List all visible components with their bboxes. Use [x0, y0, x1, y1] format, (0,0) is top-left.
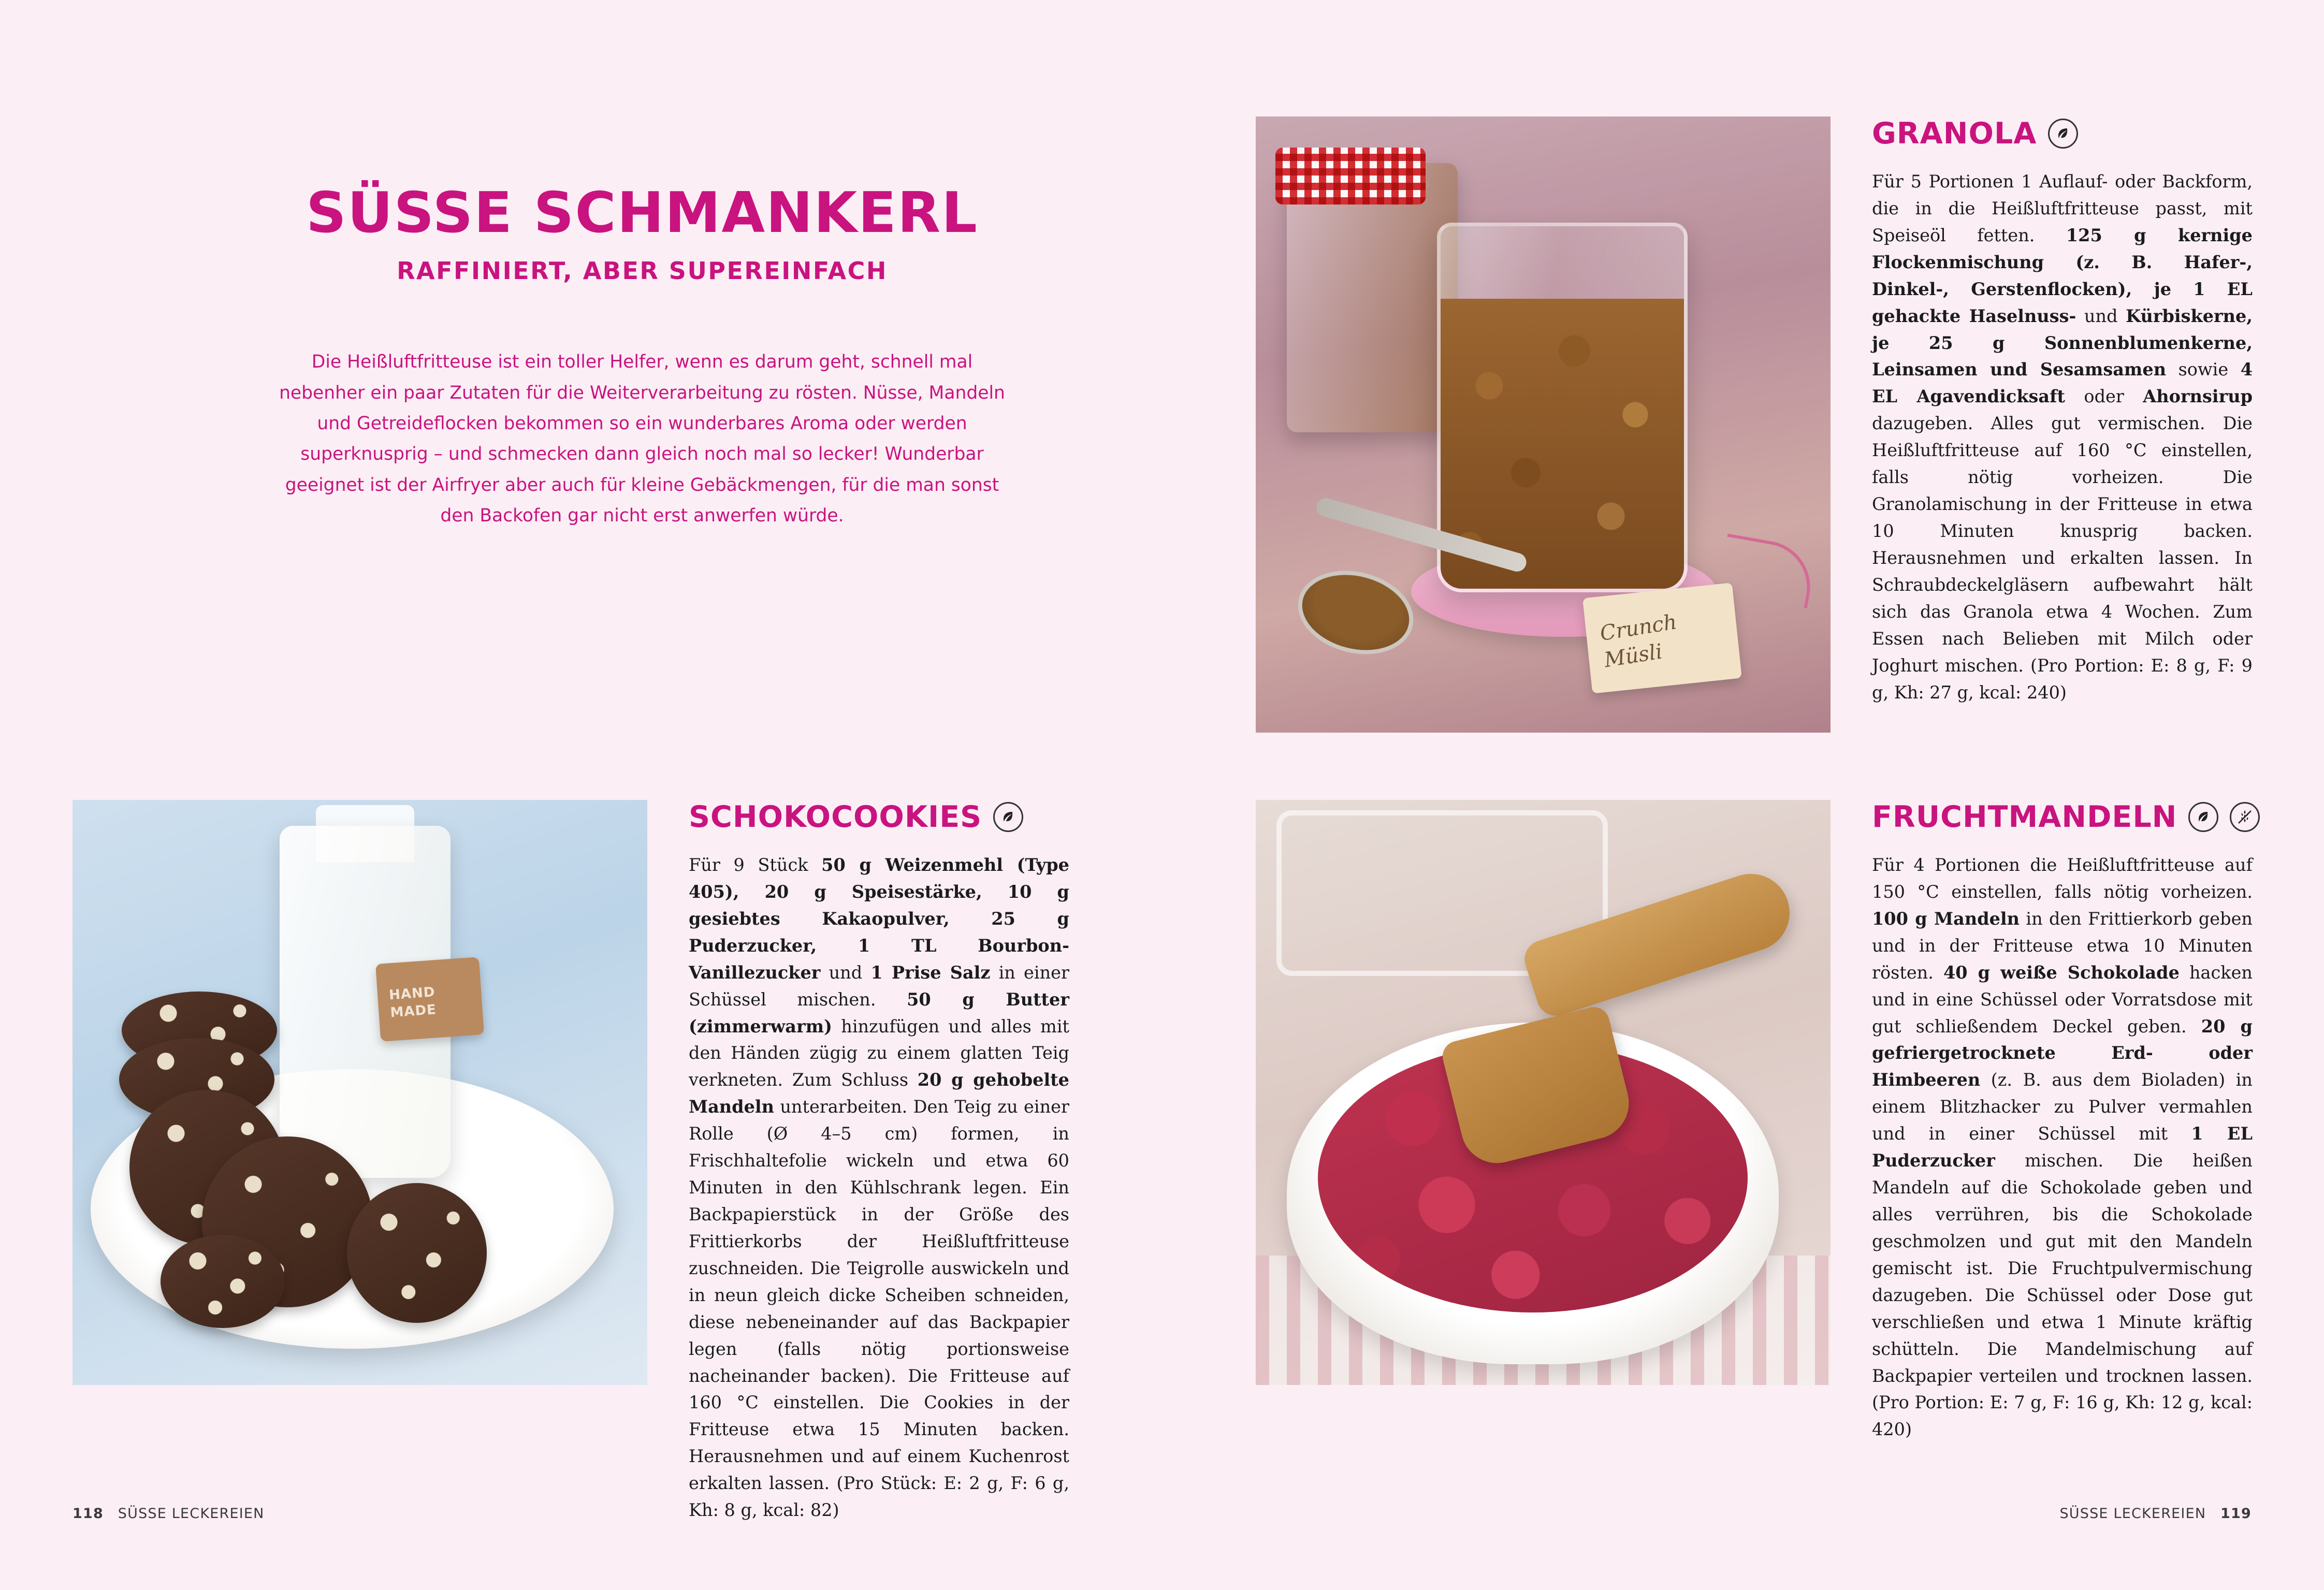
recipe-granola-header: [1872, 116, 2253, 151]
recipe-fruchtmandeln-header: [1872, 800, 2253, 834]
schokocookies-photo: [72, 800, 647, 1385]
recipe-granola-title: GRANOLA: [1872, 116, 2037, 151]
recipe-granola-text: Für 5 Portionen 1 Auflauf- oder Backform, die in die Heißluftfritteuse passt, mit Speiseöl fetten. 125 g kernige Flockenmischung (z. B. Hafer-, Dinkel-, Gerstenflocken), je 1 EL gehackte Haselnuss- und Kürbiskerne, je 25 g Sonnenblumenkerne, Leinsamen und Sesamsamen sowie 4 EL Agavendicksaft oder Ahornsirup dazugeben. Alles gut vermischen. Die Heißluftfritteuse auf 160 °C einstellen, falls nötig vorheizen. Die Granolamischung in der Fritteuse in etwa 10 Minuten knusprig backen. Herausnehmen und erkalten lassen. In Schraubdeckelgläsern aufbewahrt hält sich das Granola etwa 4 Wochen. Zum Essen nach Belieben mit Milch oder Joghurt mischen. (Pro Portion: E: 8 g, F: 9 g, Kh: 27 g, kcal: 240): [1872, 171, 2253, 703]
recipe-schokocookies: [689, 800, 1069, 1524]
recipe-schokocookies-title: SCHOKOCOOKIES: [689, 800, 982, 834]
vegetarian-leaf-icon: [993, 802, 1023, 832]
vegetarian-leaf-icon: [2048, 119, 2078, 149]
fruchtmandeln-photo: [1256, 800, 1831, 1385]
vegetarian-leaf-icon: [2188, 802, 2218, 832]
right-footer-section: SÜSSE LECKEREIEN: [2059, 1506, 2206, 1522]
chapter-intro-text: Die Heißluftfritteuse ist ein toller Helfer, wenn es darum geht, schnell mal nebenher ein paar Zutaten für die Weiterverarbeitung zu rösten. Nüsse, Mandeln und Getreideflocken bekommen so ein wunderbares Aroma oder werden superknusprig – und schmecken dann gleich noch mal so lecker! Wunderbar geeignet ist der Airfryer aber auch für kleine Gebäckmengen, für die man sonst den Backofen gar nicht erst anwerfen würde.: [279, 352, 1005, 527]
chapter-intro-block: [197, 181, 1087, 531]
granola-checkered-lid: [1275, 148, 1426, 205]
gluten-free-icon: [2230, 802, 2260, 832]
granola-tag-text: Crunch Müsli: [1598, 610, 1679, 673]
recipe-fruchtmandeln: [1872, 800, 2253, 1443]
granola-front-jar: [1437, 223, 1688, 592]
recipe-schokocookies-text: Für 9 Stück 50 g Weizenmehl (Type 405), 20 g Speisestärke, 10 g gesiebtes Kakaopulver, 25 g Puderzucker, 1 TL Bourbon-Vanillezucker und 1 Prise Salz in einer Schüssel mischen. 50 g Butter (zimmerwarm) hinzufügen und alles mit den Händen zügig zu einem glatten Teig verkneten. Zum Schluss 20 g gehobelte Mandeln unterarbeiten. Den Teig zu einer Rolle (Ø 4–5 cm) formen, in Frischhaltefolie wickeln und etwa 60 Minuten in den Kühlschrank legen. Ein Backpapierstück in der Größe des Frittierkorbs der Heißluftfritteuse zuschneiden. Die Teigrolle auswickeln und in neun gleich dicke Scheiben schneiden, diese nebeneinander auf das Backpapier legen (falls nötig portionsweise nacheinander backen). Die Fritteuse auf 160 °C einstellen. Die Cookies in der Fritteuse etwa 15 Minuten backen. Herausnehmen und auf einem Kuchenrost erkalten lassen. (Pro Stück: E: 2 g, F: 6 g, Kh: 8 g, kcal: 82): [689, 855, 1069, 1521]
right-page-number: 119: [2220, 1506, 2252, 1522]
granola-paper-tag: [1582, 582, 1742, 693]
footer-right: [2059, 1506, 2252, 1522]
recipe-fruchtmandeln-title: FRUCHTMANDELN: [1872, 800, 2177, 834]
chapter-subtitle: RAFFINIERT, ABER SUPEREINFACH: [397, 257, 888, 285]
left-page-number: 118: [72, 1506, 104, 1522]
left-footer-section: SÜSSE LECKEREIEN: [118, 1506, 265, 1522]
chapter-title: SÜSSE SCHMANKERL: [306, 181, 978, 245]
handmade-tag-text: HAND MADE: [388, 984, 437, 1021]
footer-left: [72, 1506, 265, 1522]
recipe-fruchtmandeln-text: Für 4 Portionen die Heißluftfritteuse auf 150 °C einstellen, falls nötig vorheizen. 100 g Mandeln in den Frittierkorb geben und in der Fritteuse etwa 10 Minuten rösten. 40 g weiße Schokolade hacken und in eine Schüssel oder Vorratsdose mit gut schließendem Deckel geben. 20 g gefriergetrocknete Erd- oder Himbeeren (z. B. aus dem Bioladen) in einem Blitzhacker zu Pulver vermahlen und in einer Schüssel mit 1 EL Puderzucker mischen. Die heißen Mandeln auf die Schokolade geben und alles verrühren, bis die Schokolade geschmolzen und gut mit den Mandeln gemischt ist. Die Fruchtpulvermischung dazugeben. Die Schüssel oder Dose gut verschließen und etwa 1 Minute kräftig schütteln. Die Mandelmischung auf Backpapier verteilen und trocknen lassen. (Pro Portion: E: 7 g, F: 16 g, Kh: 12 g, kcal: 420): [1872, 855, 2253, 1440]
granola-spoon-bowl: [1289, 559, 1422, 666]
cookie-front-right: [347, 1183, 487, 1323]
cookie-front-left: [161, 1235, 285, 1328]
granola-photo: [1256, 116, 1831, 733]
handmade-tag: [375, 957, 484, 1042]
recipe-granola: [1872, 116, 2253, 706]
recipe-schokocookies-header: [689, 800, 1069, 834]
